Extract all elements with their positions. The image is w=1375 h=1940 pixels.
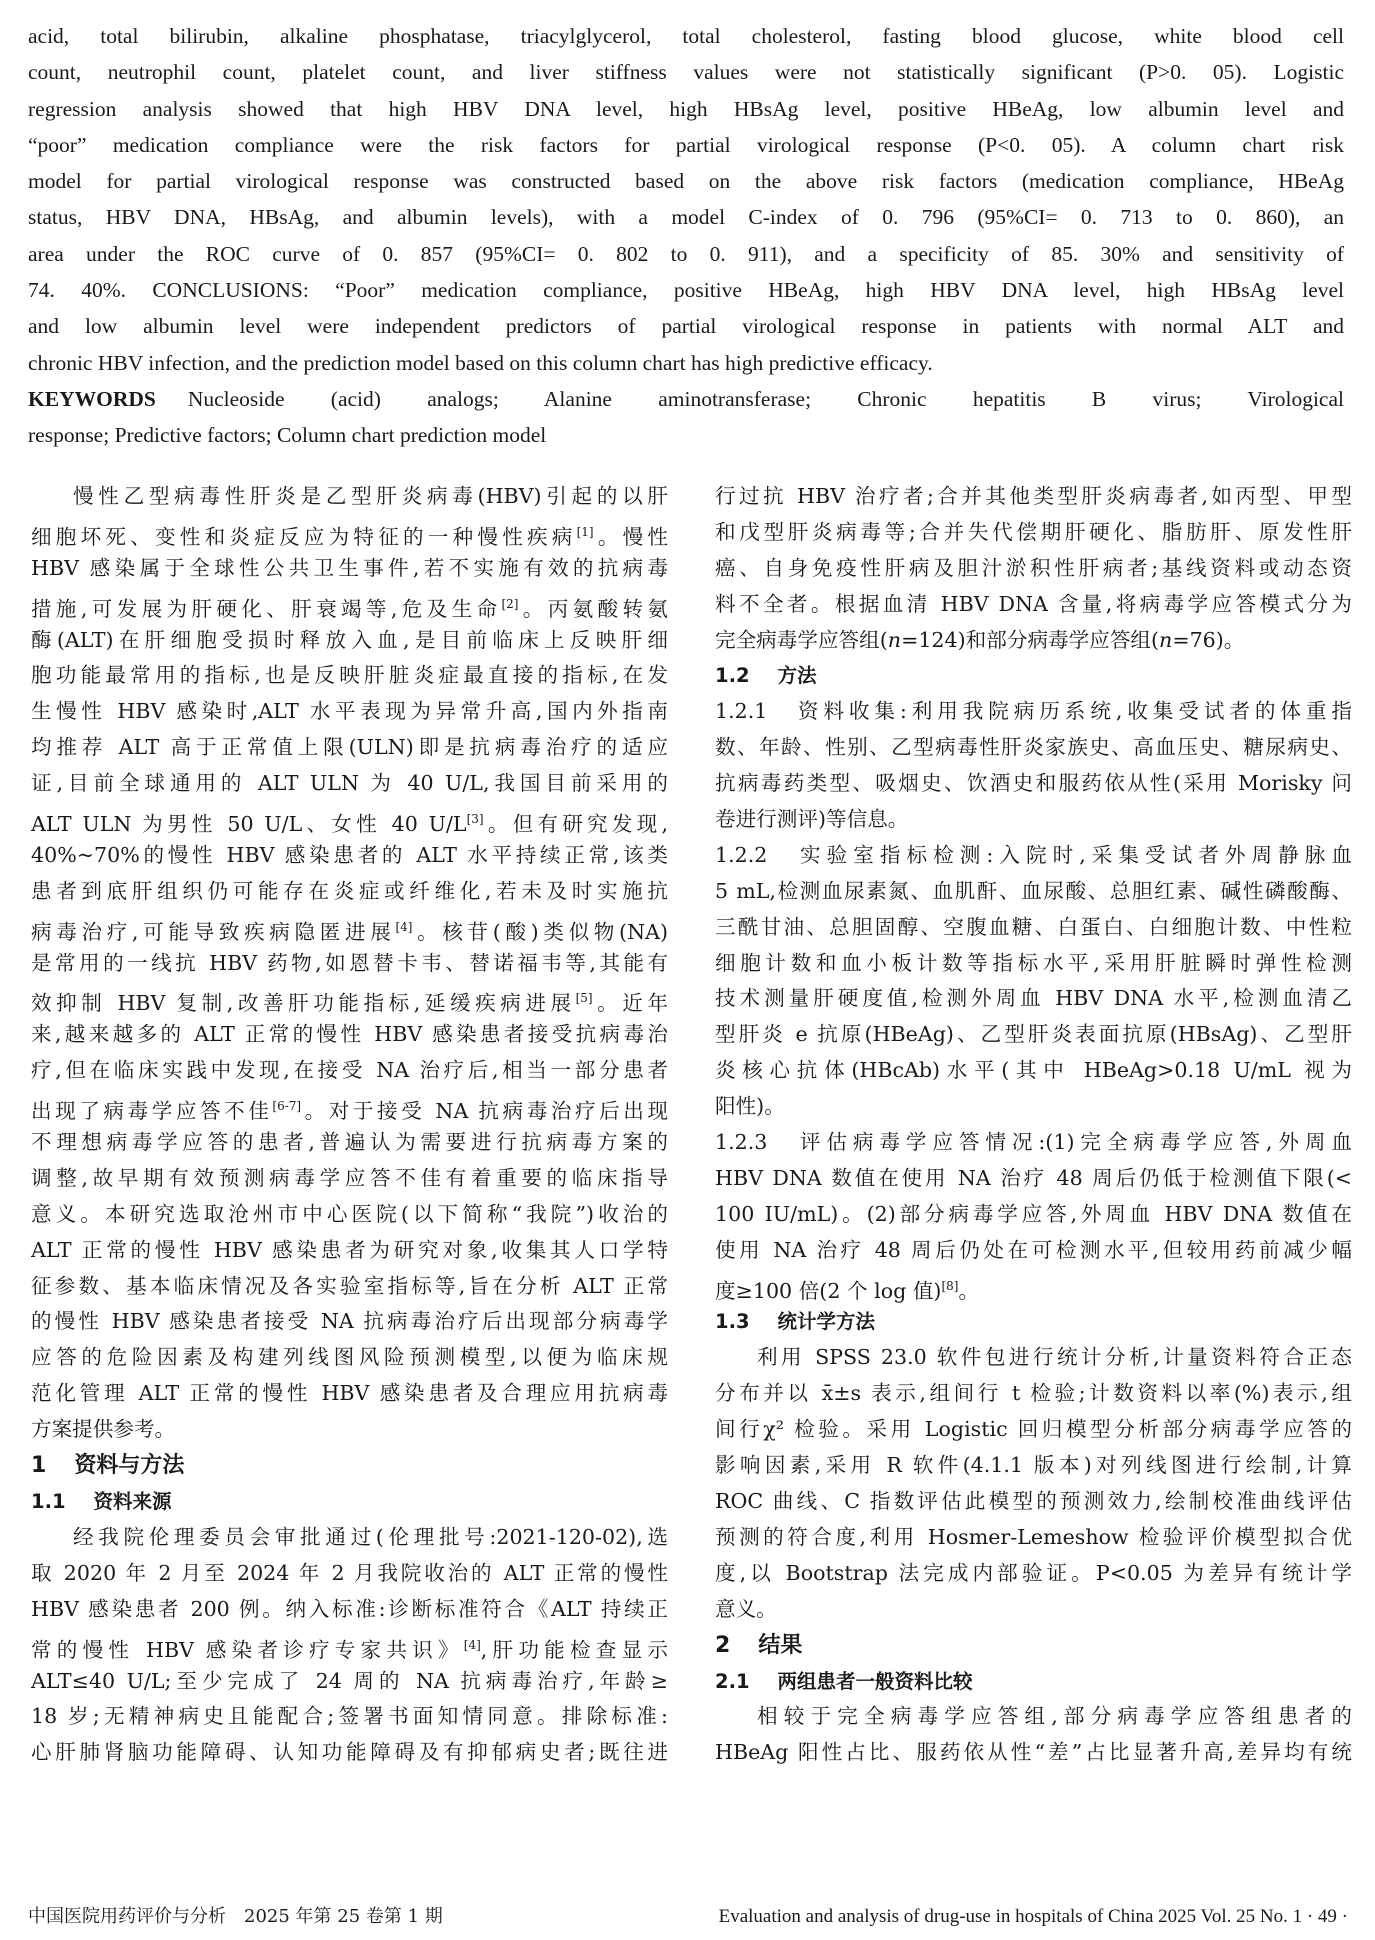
body-line: 经我院伦理委员会审批通过(伦理批号:2021-120-02),选 <box>73 1524 668 1549</box>
body-line: 使用 NA 治疗 48 周后仍处在可检测水平,但较用药前减少幅 <box>715 1237 1352 1262</box>
section-number: 1.1 <box>31 1490 66 1514</box>
section-number: 2.1 <box>715 1669 750 1693</box>
body-line: 胞功能最常用的指标,也是反映肝脏炎症最直接的指标,在发 <box>31 663 668 688</box>
abstract-line: “poor” medication compliance were the risk factors for partial virological response (P<0. 05). A column chart risk <box>28 132 1344 157</box>
citation: [1] <box>576 524 594 539</box>
body-line: 行过抗 HBV 治疗者;合并其他类型肝炎病毒者,如丙型、甲型 <box>715 484 1352 508</box>
body-line: 40%~70%的慢性 HBV 感染患者的 ALT 水平持续正常,该类 <box>31 842 668 867</box>
text: 细胞坏死、变性和炎症反应为特征的一种慢性疾病 <box>31 524 577 549</box>
citation: [2] <box>501 596 519 611</box>
body-line: 炎核心抗体(HBcAb)水平(其中 HBeAg>0.18 U/mL 视为 <box>715 1058 1352 1083</box>
body-line: 利用 SPSS 23.0 软件包进行统计分析,计量资料符合正态 <box>757 1345 1352 1370</box>
section-number: 1.2 <box>715 664 750 688</box>
body-line: 型肝炎 e 抗原(HBeAg)、乙型肝炎表面抗原(HBsAg)、乙型肝 <box>715 1022 1352 1047</box>
text: n <box>1159 627 1173 652</box>
citation: [8] <box>941 1278 959 1293</box>
text: =124)和部分病毒学应答组( <box>901 627 1160 652</box>
body-line: 影响因素,采用 R 软件(4.1.1 版本)对列线图进行绘制,计算 <box>715 1453 1352 1478</box>
body-line: ROC 曲线、C 指数评估此模型的预测效力,绘制校准曲线评估 <box>715 1488 1352 1513</box>
text: 。丙氨酸转氨 <box>518 596 668 621</box>
section-number: 2 <box>715 1632 731 1658</box>
text: 病毒治疗,可能导致疾病隐匿进展 <box>31 919 396 944</box>
page-footer <box>28 1903 1348 1931</box>
body-line: 阳性)。 <box>715 1094 785 1119</box>
keywords-line <box>28 381 1344 417</box>
body-line: 癌、自身免疫性肝病及胆汁淤积性肝病者;基线资料或动态资 <box>715 555 1352 580</box>
section-title: 方法 <box>777 664 817 688</box>
body-line: 证,目前全球通用的 ALT ULN 为 40 U/L,我国目前采用的 <box>31 771 668 796</box>
body-line: 的慢性 HBV 感染患者接受 NA 抗病毒治疗后出现部分病毒学 <box>31 1309 668 1334</box>
section-title: 结果 <box>758 1632 803 1658</box>
body-line: 18 岁;无精神病史且能配合;签署书面知情同意。排除标准: <box>31 1704 668 1729</box>
citation: [4] <box>463 1637 481 1652</box>
body-line: 技术测量肝硬度值,检测外周血 HBV DNA 水平,检测血清乙 <box>715 986 1352 1011</box>
body-line: HBV DNA 数值在使用 NA 治疗 48 周后仍低于检测值下限(< <box>715 1165 1352 1190</box>
body-line: 征参数、基本临床情况及各实验室指标等,旨在分析 ALT 正常 <box>31 1273 668 1298</box>
body-line: 度,以 Bootstrap 法完成内部验证。P<0.05 为差异有统计学 <box>715 1560 1352 1585</box>
text: 。近年 <box>592 991 668 1016</box>
body-line: 心肝肺肾脑功能障碍、认知功能障碍及有抑郁病史者;既往进 <box>31 1740 668 1765</box>
body-line <box>31 515 668 551</box>
text: ,肝功能检查显示 <box>480 1637 668 1662</box>
body-line: HBV 感染属于全球性公共卫生事件,若不实施有效的抗病毒 <box>31 555 668 580</box>
body-line <box>31 802 668 838</box>
text: 措施,可发展为肝硬化、肝衰竭等,危及生命 <box>31 596 502 621</box>
text: 。但有研究发现, <box>483 812 668 837</box>
abstract-line: regression analysis showed that high HBV DNA level, high HBsAg level, positive HBeAg, low albumin level and <box>28 96 1344 121</box>
body-line <box>31 587 668 623</box>
body-line: 数、年龄、性别、乙型病毒性肝炎家族史、高血压史、糖尿病史、 <box>715 735 1352 760</box>
body-line: 抗病毒药类型、吸烟史、饮酒史和服药依从性(采用 Morisky 问 <box>715 771 1352 796</box>
section-heading-1-2 <box>715 658 1352 694</box>
abstract-line: status, HBV DNA, HBsAg, and albumin levels), with a model C-index of 0. 796 (95%CI= 0. 713 to 0. 860), an <box>28 205 1344 230</box>
left-column <box>31 479 668 1771</box>
section-number: 1 <box>31 1453 47 1479</box>
body-line: 分布并以 x̄±s 表示,组间行 t 检验;计数资料以率(%)表示,组 <box>715 1381 1352 1406</box>
abstract-line: count, neutrophil count, platelet count, and liver stiffness values were not statistically significant (P>0. 05). Logistic <box>28 60 1344 85</box>
body-line: 1.2.2 实验室指标检测:入院时,采集受试者外周静脉血 <box>715 842 1352 867</box>
citation: [4] <box>395 919 413 934</box>
body-line: 调整,故早期有效预测病毒学应答不佳有着重要的临床指导 <box>31 1165 668 1190</box>
body-line: 间行χ² 检验。采用 Logistic 回归模型分析部分病毒学应答的 <box>715 1417 1352 1442</box>
body-line: 三酰甘油、总胆固醇、空腹血糖、白蛋白、白细胞计数、中性粒 <box>715 914 1352 939</box>
section-heading-2-1 <box>715 1664 1352 1700</box>
body-line: 和戊型肝炎病毒等;合并失代偿期肝硬化、脂肪肝、原发性肝 <box>715 519 1352 544</box>
journal-name-en-page: Evaluation and analysis of drug-use in hospitals of China 2025 Vol. 25 No. 1 · 49 · <box>718 1906 1348 1927</box>
section-title: 统计学方法 <box>777 1310 876 1334</box>
body-line: HBeAg 阳性占比、服药依从性“差”占比显著升高,差异均有统 <box>715 1740 1352 1765</box>
section-number: 1.3 <box>715 1310 750 1334</box>
text: ALT ULN 为男性 50 U/L、女性 40 U/L <box>31 812 467 837</box>
text: 常的慢性 HBV 感染者诊疗专家共识》 <box>31 1637 464 1662</box>
body-line: 生慢性 HBV 感染时,ALT 水平表现为异常升高,国内外指南 <box>31 699 668 724</box>
body-line: ALT≤40 U/L;至少完成了 24 周的 NA 抗病毒治疗,年龄≥ <box>31 1668 668 1693</box>
body-line: 疗,但在临床实践中发现,在接受 NA 治疗后,相当一部分患者 <box>31 1058 668 1083</box>
body-line: 均推荐 ALT 高于正常值上限(ULN)即是抗病毒治疗的适应 <box>31 735 668 760</box>
body-line <box>31 1628 668 1664</box>
body-line: 范化管理 ALT 正常的慢性 HBV 感染患者及合理应用抗病毒 <box>31 1381 668 1406</box>
body-line <box>31 1089 668 1125</box>
section-heading-1-3 <box>715 1304 1352 1340</box>
keywords-text: Nucleoside (acid) analogs; Alanine aminotransferase; Chronic hepatitis B virus; Virological <box>187 386 1344 411</box>
keywords-line: response; Predictive factors; Column chart prediction model <box>28 423 547 448</box>
body-line: 方案提供参考。 <box>31 1417 176 1442</box>
body-line <box>31 981 668 1017</box>
section-heading-2 <box>715 1628 1352 1664</box>
text: 度≥100 倍(2 个 log 值) <box>715 1278 942 1303</box>
body-line: 卷进行测评)等信息。 <box>715 807 909 832</box>
body-line <box>31 910 668 946</box>
section-title: 两组患者一般资料比较 <box>777 1669 973 1693</box>
body-line: 细胞计数和血小板计数等指标水平,采用肝脏瞬时弹性检测 <box>715 950 1352 975</box>
abstract-line: model for partial virological response was constructed based on the above risk factors (medication compliance, HBeAg <box>28 169 1344 194</box>
body-line: 相较于完全病毒学应答组,部分病毒学应答组患者的 <box>757 1704 1352 1729</box>
body-line: 是常用的一线抗 HBV 药物,如恩替卡韦、替诺福韦等,其能有 <box>31 950 668 975</box>
abstract-line: chronic HBV infection, and the prediction model based on this column chart has high predictive efficacy. <box>28 350 933 375</box>
abstract-line: and low albumin level were independent predictors of partial virological response in patients with normal ALT and <box>28 314 1344 339</box>
body-line: 取 2020 年 2 月至 2024 年 2 月我院收治的 ALT 正常的慢性 <box>31 1560 668 1585</box>
body-line: 患者到底肝组织仍可能存在炎症或纤维化,若未及时实施抗 <box>31 878 668 903</box>
body-line: 1.2.1 资料收集:利用我院病历系统,收集受试者的体重指 <box>715 699 1352 724</box>
body-line: ALT 正常的慢性 HBV 感染患者为研究对象,收集其人口学特 <box>31 1237 668 1262</box>
section-heading-1-1 <box>31 1484 668 1520</box>
section-title: 资料与方法 <box>74 1453 185 1479</box>
body-line <box>715 1269 1352 1305</box>
abstract-line: area under the ROC curve of 0. 857 (95%CI= 0. 802 to 0. 911), and a specificity of 85. 30% and sensitivity of <box>28 241 1344 266</box>
body-line: 来,越来越多的 ALT 正常的慢性 HBV 感染患者接受抗病毒治 <box>31 1022 668 1047</box>
keywords-label: KEYWORDS <box>28 386 156 411</box>
english-abstract <box>28 18 1344 454</box>
body-line: 预测的符合度,利用 Hosmer-Lemeshow 检验评价模型拟合优 <box>715 1524 1352 1549</box>
text: 效抑制 HBV 复制,改善肝功能指标,延缓疾病进展 <box>31 991 576 1016</box>
body-line: 意义。 <box>715 1596 777 1621</box>
citation: [5] <box>575 991 593 1006</box>
body-line: 酶(ALT)在肝细胞受损时释放入血,是目前临床上反映肝细 <box>31 627 668 652</box>
body-line: 意义。本研究选取沧州市中心医院(以下简称“我院”)收治的 <box>31 1201 668 1226</box>
body-line: 应答的危险因素及构建列线图风险预测模型,以便为临床规 <box>31 1345 668 1370</box>
body-line: 料不全者。根据血清 HBV DNA 含量,将病毒学应答模式分为 <box>715 591 1352 616</box>
text: 。 <box>958 1278 980 1303</box>
citation: [3] <box>466 812 484 827</box>
body-line: 5 mL,检测血尿素氮、血肌酐、血尿酸、总胆红素、碱性磷酸酶、 <box>715 878 1352 903</box>
abstract-line: acid, total bilirubin, alkaline phosphatase, triacylglycerol, total cholesterol, fasting blood glucose, white blood cell <box>28 24 1344 48</box>
body-line: 不理想病毒学应答的患者,普遍认为需要进行抗病毒方案的 <box>31 1130 668 1155</box>
body-line: 慢性乙型病毒性肝炎是乙型肝炎病毒(HBV)引起的以肝 <box>73 484 668 508</box>
section-title: 资料来源 <box>93 1490 172 1514</box>
body-line: 100 IU/mL)。(2)部分病毒学应答,外周血 HBV DNA 数值在 <box>715 1201 1352 1226</box>
text: 。对于接受 NA 抗病毒治疗后出现 <box>301 1099 668 1124</box>
text: =76)。 <box>1172 627 1245 652</box>
abstract-line: 74. 40%. CONCLUSIONS: “Poor” medication compliance, positive HBeAg, high HBV DNA level, high HBsAg level <box>28 278 1344 303</box>
section-heading-1 <box>31 1448 668 1484</box>
journal-name-cn: 中国医院用药评价与分析 2025 年第 25 卷第 1 期 <box>28 1906 443 1927</box>
text: 出现了病毒学应答不佳 <box>31 1099 273 1124</box>
text: n <box>887 627 902 652</box>
body-line <box>715 623 1352 659</box>
body-line: HBV 感染患者 200 例。纳入标准:诊断标准符合《ALT 持续正 <box>31 1596 668 1621</box>
text: 。慢性 <box>593 524 668 549</box>
text: 。核苷(酸)类似物(NA) <box>412 919 668 944</box>
text: 完全病毒学应答组( <box>715 627 888 652</box>
body-line: 1.2.3 评估病毒学应答情况:(1)完全病毒学应答,外周血 <box>715 1130 1352 1155</box>
right-column <box>715 479 1352 1771</box>
citation: [6-7] <box>272 1099 302 1114</box>
